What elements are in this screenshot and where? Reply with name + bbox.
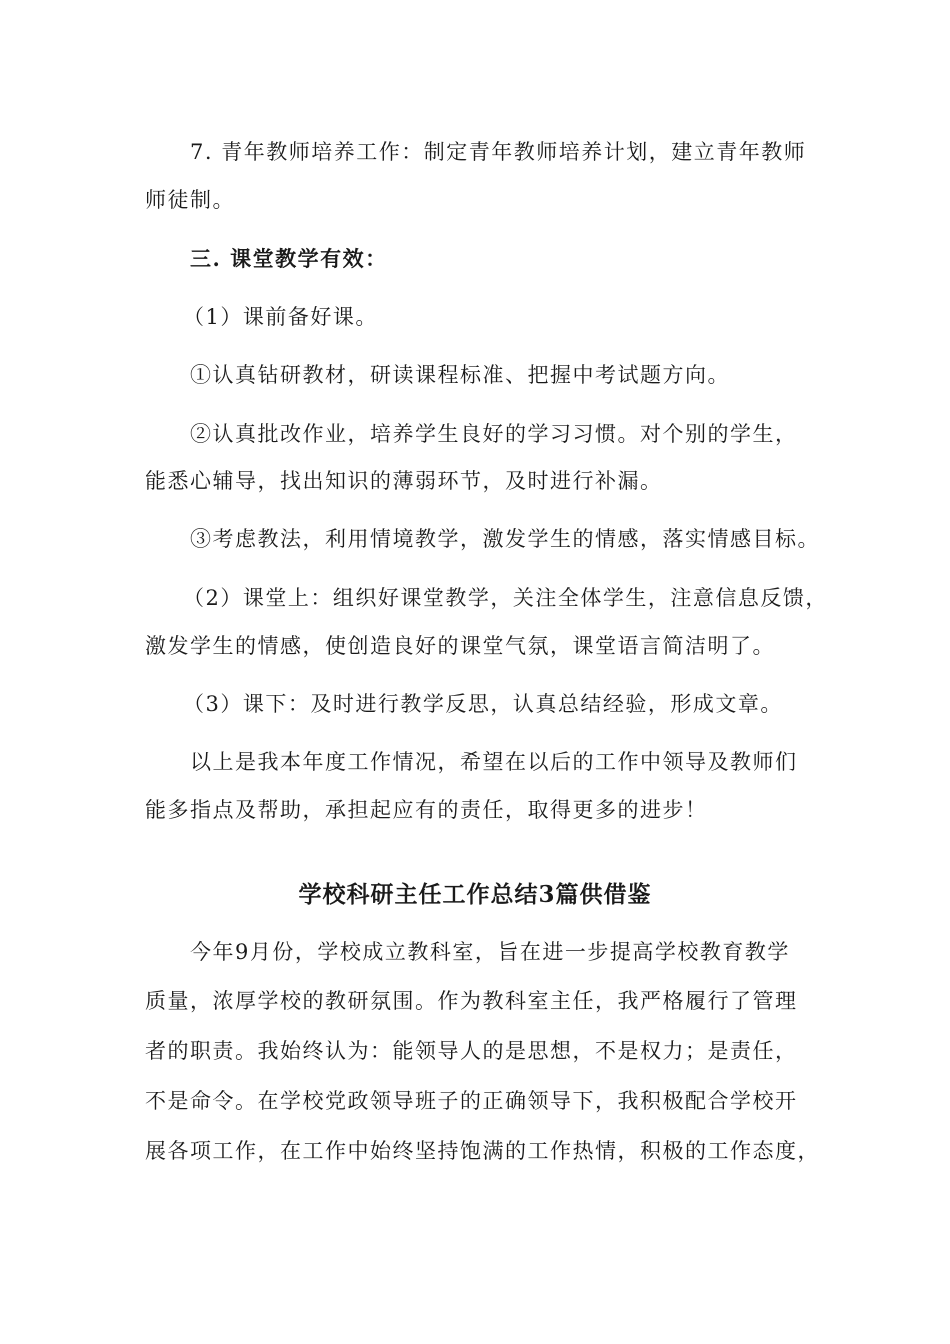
sub-item-1: ①认真钻研教材，研读课程标准、把握中考试题方向。 xyxy=(190,363,730,387)
item-2-line-1: （2）课堂上：组织好课堂教学，关注全体学生，注意信息反馈， xyxy=(183,586,828,610)
closing-line-2: 能多指点及帮助，承担起应有的责任，取得更多的进步！ xyxy=(145,798,708,822)
intro-line-3: 者的职责。我始终认为：能领导人的是思想，不是权力；是责任， xyxy=(145,1039,798,1063)
item-3: （3）课下：及时进行教学反思，认真总结经验，形成文章。 xyxy=(183,692,783,716)
intro-line-1: 今年9月份，学校成立教科室，旨在进一步提高学校教育教学 xyxy=(190,940,790,964)
sub-item-3: ③考虑教法，利用情境教学，激发学生的情感，落实情感目标。 xyxy=(190,527,820,551)
intro-line-5: 展各项工作，在工作中始终坚持饱满的工作热情，积极的工作态度， xyxy=(145,1139,820,1163)
paragraph-7-line-1: 7. 青年教师培养工作：制定青年教师培养计划，建立青年教师 xyxy=(190,140,807,164)
closing-line-1: 以上是我本年度工作情况，希望在以后的工作中领导及教师们 xyxy=(190,750,798,774)
paragraph-7-line-2: 师徒制。 xyxy=(145,188,235,212)
section-3-heading: 三. 课堂教学有效： xyxy=(190,246,388,271)
article-title: 学校科研主任工作总结3篇供借鉴 xyxy=(298,881,652,908)
sub-item-2-line-2: 能悉心辅导，找出知识的薄弱环节，及时进行补漏。 xyxy=(145,469,663,493)
item-2-line-2: 激发学生的情感，使创造良好的课堂气氛，课堂语言简洁明了。 xyxy=(145,634,775,658)
item-1-heading: （1）课前备好课。 xyxy=(183,305,378,329)
intro-line-2: 质量，浓厚学校的教研氛围。作为教科室主任，我严格履行了管理 xyxy=(145,989,798,1013)
intro-line-4: 不是命令。在学校党政领导班子的正确领导下，我积极配合学校开 xyxy=(145,1089,798,1113)
sub-item-2-line-1: ②认真批改作业，培养学生良好的学习习惯。对个别的学生， xyxy=(190,422,798,446)
